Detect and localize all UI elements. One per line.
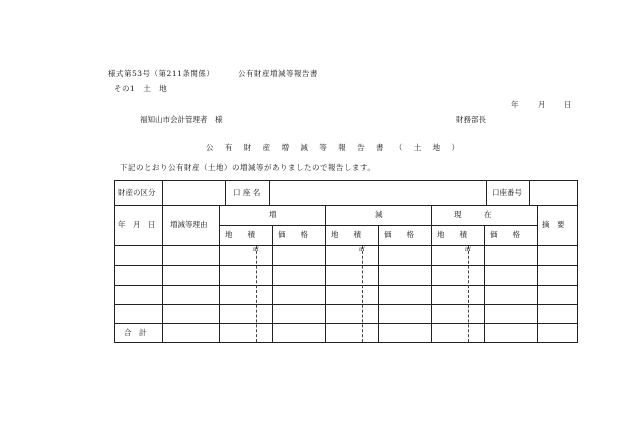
increase-area-unit: ㎡ xyxy=(253,246,260,253)
reason-header: 増減等理由 xyxy=(170,220,208,229)
decrease-price-header: 価 格 xyxy=(384,230,414,239)
account-number-label: 口座番号 xyxy=(492,188,522,197)
decrease-area-unit: ㎡ xyxy=(359,246,366,253)
total-label: 合 計 xyxy=(124,328,147,337)
account-name-label: 口 座 名 xyxy=(233,188,261,197)
date-year-label: 年 xyxy=(511,100,519,109)
date-day-label: 日 xyxy=(564,100,572,109)
document-title: 公 有 財 産 増 減 等 報 告 書 （ 土 地 ） xyxy=(206,143,464,152)
increase-area-header: 地 積 xyxy=(225,230,255,239)
current-area-unit: ㎡ xyxy=(465,246,472,253)
date-header: 年 月 日 xyxy=(118,220,156,229)
part-label: その1 土 地 xyxy=(114,84,168,93)
current-area-header: 地 積 xyxy=(437,230,467,239)
recipient: 福知山市会計管理者 様 xyxy=(140,115,223,124)
form-number: 様式第53号（第211条関係） xyxy=(108,69,215,78)
decrease-header: 減 xyxy=(375,210,383,219)
sender: 財務部長 xyxy=(456,115,486,124)
increase-price-header: 価 格 xyxy=(278,230,308,239)
remarks-header: 摘 要 xyxy=(542,220,565,229)
form-title: 公有財産増減等報告書 xyxy=(238,69,318,78)
property-category-label: 財産の区分 xyxy=(118,188,156,197)
decrease-area-header: 地 積 xyxy=(331,230,361,239)
increase-header: 増 xyxy=(269,210,277,219)
date-month-label: 月 xyxy=(538,100,546,109)
statement: 下記のとおり公有財産（土地）の増減等がありましたので報告します。 xyxy=(120,163,376,172)
current-header: 現 在 xyxy=(454,210,492,219)
current-price-header: 価 格 xyxy=(490,230,520,239)
